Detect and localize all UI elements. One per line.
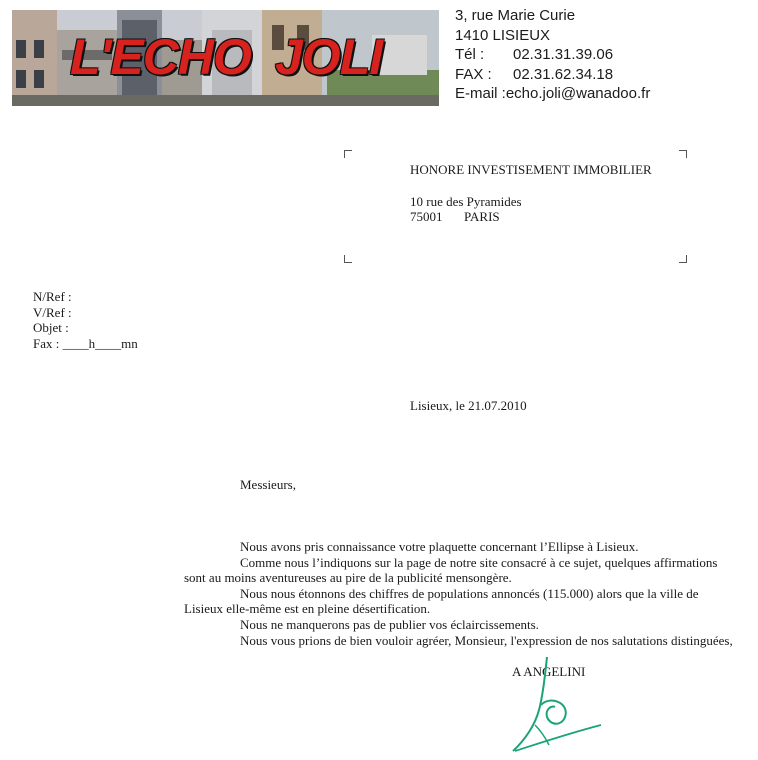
- email-value: echo.joli@wanadoo.fr: [505, 85, 651, 102]
- body-paragraph-5: Nous vous prions de bien vouloir agréer, Monsieur, l'expression de nos salutations distinguées,: [240, 633, 733, 648]
- fax-row: [455, 65, 650, 85]
- tel-value: 02.31.31.39.06: [513, 46, 614, 63]
- tel-row: [455, 45, 650, 65]
- body-paragraph-2-line-2: sont au moins aventureuses au pire de la publicité mensongère.: [184, 570, 512, 585]
- fax-label: FAX :: [455, 65, 492, 83]
- window-corner-bottom-left: [344, 255, 352, 263]
- logo-text-echo: L'ECHO: [70, 29, 251, 85]
- body-paragraph-3-line-1: Nous nous étonnons des chiffres de populations annoncés (115.000) alors que la ville de: [240, 586, 699, 601]
- body-paragraph-3-line-2: Lisieux elle-même est en pleine désertification.: [184, 601, 431, 616]
- logo-text-joli: JOLI: [275, 29, 383, 85]
- handwritten-signature: [495, 655, 610, 755]
- body-paragraph-4: Nous ne manquerons pas de publier vos éclaircissements.: [240, 617, 539, 632]
- fax-value: 02.31.62.34.18: [513, 65, 614, 83]
- signatory-name: A ANGELINI: [512, 664, 586, 679]
- sender-city: 1410 LISIEUX: [455, 26, 551, 44]
- place-date: Lisieux, le 21.07.2010: [410, 398, 527, 413]
- body-paragraph-2-line-1: Comme nous l’indiquons sur la page de notre site consacré à ce sujet, quelques affirmations: [240, 555, 718, 570]
- recipient-street: 10 rue des Pyramides: [410, 194, 522, 209]
- letterhead-banner: [12, 10, 439, 106]
- window-corner-bottom-right: [679, 255, 687, 263]
- sender-street: 3, rue Marie Curie: [455, 7, 576, 24]
- email-row: [455, 84, 650, 104]
- fax-time-line: Fax : ____h____mn: [33, 336, 138, 351]
- subject-line: Objet :: [33, 320, 69, 335]
- window-corner-top-right: [679, 150, 687, 158]
- recipient-city: PARIS: [464, 209, 500, 224]
- email-label: E-mail :: [455, 85, 506, 102]
- window-corner-top-left: [344, 150, 352, 158]
- sender-contact-block: [455, 6, 650, 104]
- recipient-postcode: 75001: [410, 209, 443, 224]
- recipient-name: HONORE INVESTISEMENT IMMOBILIER: [410, 162, 652, 177]
- body-paragraph-1: Nous avons pris connaissance votre plaquette concernant l’Ellipse à Lisieux.: [240, 539, 639, 554]
- your-reference: V/Ref :: [33, 305, 72, 320]
- our-reference: N/Ref :: [33, 289, 72, 304]
- tel-label: Tél :: [455, 46, 485, 63]
- salutation: Messieurs,: [240, 477, 296, 492]
